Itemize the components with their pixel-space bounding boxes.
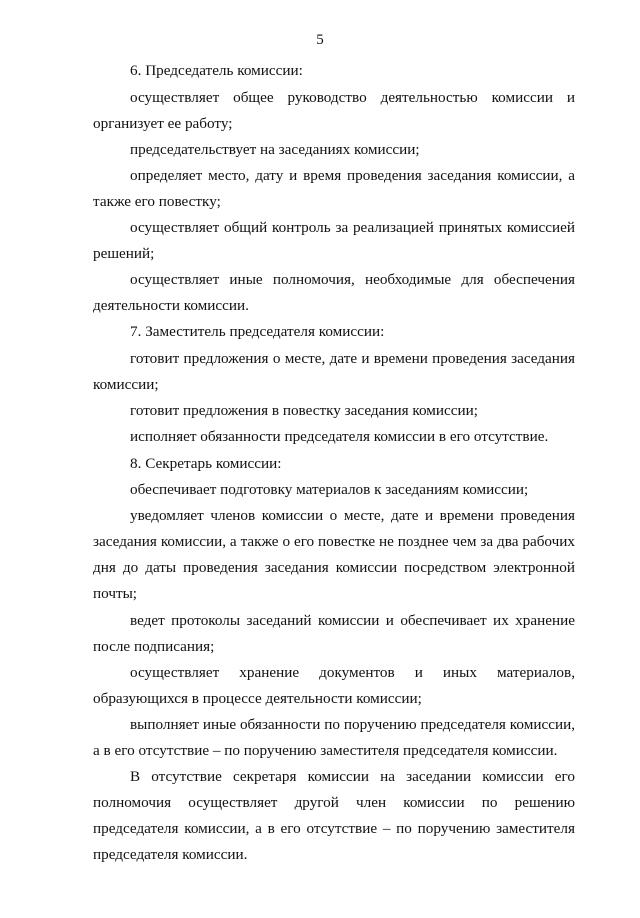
section-8-heading: 8. Секретарь комиссии: xyxy=(130,455,282,472)
secretary-duty-storage: осуществляет хранение документов и иных материалов, образующихся в процессе деятельности комиссии; xyxy=(93,664,575,707)
secretary-duty-notifies-members: уведомляет членов комиссии о месте, дате и времени проведения заседания комиссии, а также о его повестке не позднее чем за два рабочих дня до даты проведения заседания комиссии посредством электронной почты; xyxy=(93,507,575,602)
chairman-duty-sets-meeting: определяет место, дату и время проведения заседания комиссии, а также его повестку; xyxy=(93,167,575,210)
deputy-duty-acts-for-chairman: исполняет обязанности председателя комиссии в его отсутствие. xyxy=(130,428,549,445)
chairman-duty-presides: председательствует на заседаниях комиссии; xyxy=(130,141,420,158)
section-6-heading: 6. Председатель комиссии: xyxy=(130,62,303,79)
secretary-duty-other: выполняет иные обязанности по поручению председателя комиссии, а в его отсутствие – по поручению заместителя председателя комиссии. xyxy=(93,716,575,759)
page-number: 5 xyxy=(316,32,324,48)
deputy-duty-agenda-proposals: готовит предложения в повестку заседания комиссии; xyxy=(130,402,479,419)
secretary-absence-rule: В отсутствие секретаря комиссии на заседании комиссии его полномочия осуществляет другой член комиссии по решению председателя комиссии, а в его отсутствие – по поручению заместителя председателя комиссии. xyxy=(93,768,575,863)
secretary-duty-materials: обеспечивает подготовку материалов к заседаниям комиссии; xyxy=(130,481,529,498)
section-7-heading: 7. Заместитель председателя комиссии: xyxy=(130,323,385,340)
chairman-duty-general-management: осуществляет общее руководство деятельностью комиссии и организует ее работу; xyxy=(93,89,575,132)
secretary-duty-minutes: ведет протоколы заседаний комиссии и обеспечивает их хранение после подписания; xyxy=(93,612,575,655)
chairman-duty-control: осуществляет общий контроль за реализацией принятых комиссией решений; xyxy=(93,219,575,262)
deputy-duty-proposals-place-time: готовит предложения о месте, дате и времени проведения заседания комиссии; xyxy=(93,350,575,393)
chairman-duty-other-powers: осуществляет иные полномочия, необходимые для обеспечения деятельности комиссии. xyxy=(93,271,575,314)
